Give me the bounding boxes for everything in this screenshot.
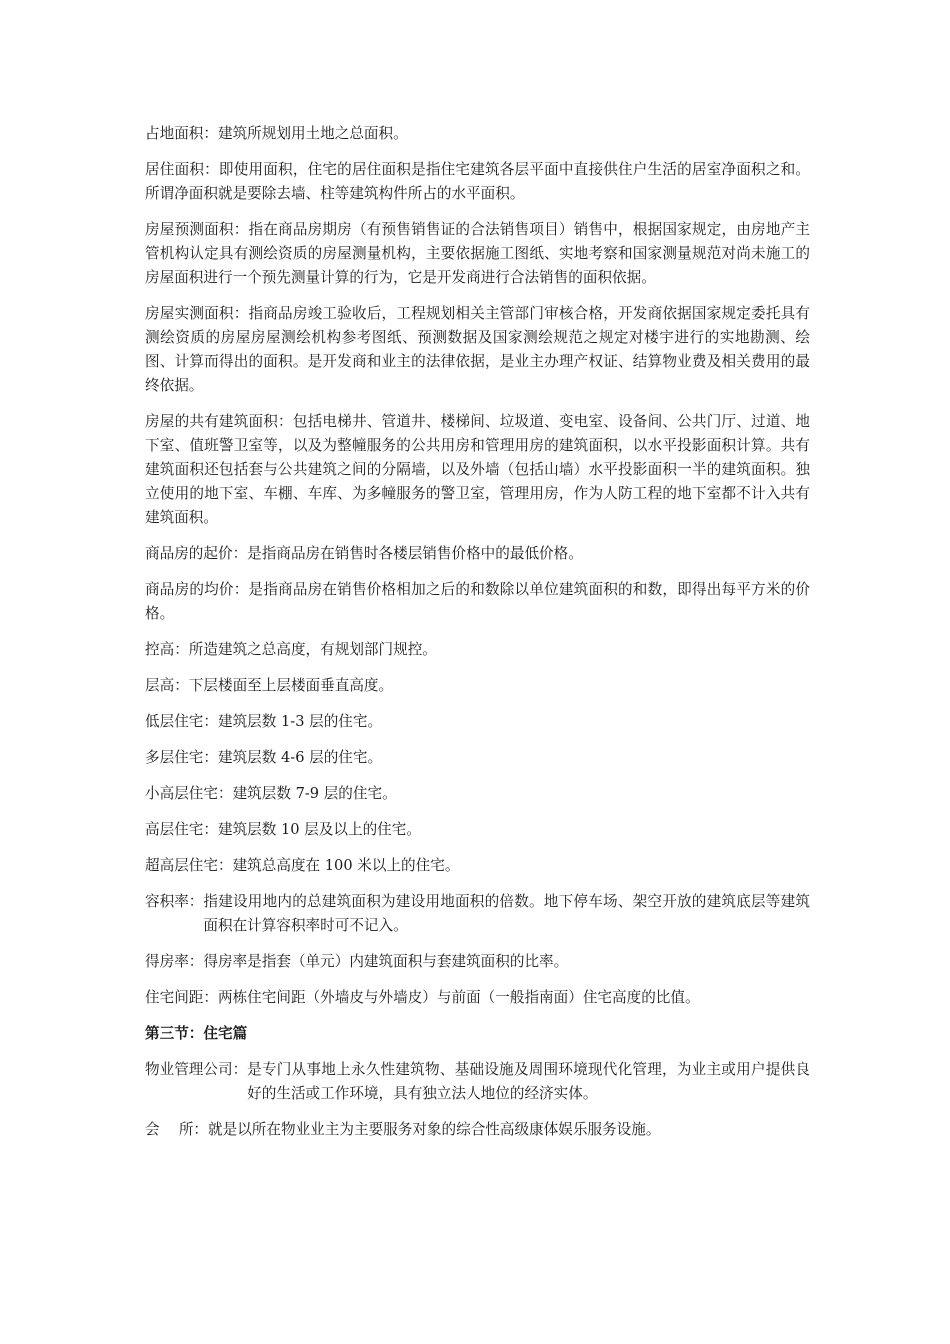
term-label: 容积率： [145, 893, 204, 910]
section-heading: 第三节：住宅篇 [145, 1025, 248, 1042]
paragraph-predicted-area: 房屋预测面积：指在商品房期房（有预售销售证的合法销售项目）销售中，根据国家规定，由房地产主管机构认定具有测绘资质的房屋测量机构，主要依据施工图纸、实地考察和国家测量规范对尚未施工的房屋面积进行一个预先测量计算的行为，它是开发商进行合法销售的面积依据。 [145, 221, 810, 286]
paragraph-starting-price: 商品房的起价：是指商品房在销售时各楼层销售价格中的最低价格。 [145, 545, 583, 562]
paragraph-floor-height: 层高：下层楼面至上层楼面垂直高度。 [145, 677, 394, 694]
term-label: 住宅间距： [145, 989, 218, 1006]
term-label: 会 所： [145, 1121, 209, 1138]
paragraph-zhandi-area: 占地面积：建筑所规划用土地之总面积。 [145, 125, 408, 142]
paragraph-shared-area: 房屋的共有建筑面积：包括电梯井、管道井、楼梯间、垃圾道、变电室、设备间、公共门厅、过道、地下室、值班警卫室等，以及为整幢服务的公共用房和管理用房的建筑面积，以水平投影面积计算。共有建筑面积还包括套与公共建筑之间的分隔墙，以及外墙（包括山墙）水平投影面积一半的建筑面积。独立使用的地下室、车棚、车库、为多幢服务的警卫室，管理用房，作为人防工程的地下室都不计入共有建筑面积。 [145, 413, 810, 526]
term-label: 物业管理公司： [145, 1061, 248, 1078]
hanging-item-clubhouse [145, 1118, 810, 1142]
paragraph-average-price: 商品房的均价：是指商品房在销售价格相加之后的和数除以单位建筑面积的和数，即得出每平方米的价格。 [145, 581, 810, 622]
paragraph-high-rise: 高层住宅：建筑层数 10 层及以上的住宅。 [145, 821, 421, 838]
paragraph-multi-storey: 多层住宅：建筑层数 4-6 层的住宅。 [145, 749, 383, 766]
hanging-item-usable-ratio [145, 950, 810, 974]
term-label: 得房率： [145, 953, 204, 970]
term-definition: 指建设用地内的总建筑面积为建设用地面积的倍数。地下停车场、架空开放的建筑底层等建筑面积在计算容积率时可不记入。 [203, 893, 810, 934]
hanging-item-building-spacing [145, 986, 810, 1010]
definitions-block [145, 122, 810, 1010]
section-three-block [145, 1058, 810, 1142]
paragraph-height-control: 控高：所造建筑之总高度，有规划部门规控。 [145, 641, 437, 658]
document-page [145, 122, 810, 1154]
paragraph-measured-area: 房屋实测面积：指商品房竣工验收后，工程规划相关主管部门审核合格，开发商依据国家规定委托具有测绘资质的房屋房屋测绘机构参考图纸、预测数据及国家测绘规范之规定对楼宇进行的实地勘测、绘图、计算而得出的面积。是开发商和业主的法律依据，是业主办理产权证、结算物业费及相关费用的最终依据。 [145, 305, 810, 394]
hanging-item-property-management [145, 1058, 810, 1106]
paragraph-super-high-rise: 超高层住宅：建筑总高度在 100 米以上的住宅。 [145, 857, 460, 874]
term-definition: 是专门从事地上永久性建筑物、基础设施及周围环境现代化管理，为业主或用户提供良好的生活或工作环境，具有独立法人地位的经济实体。 [247, 1061, 810, 1102]
paragraph-juzhu-area: 居住面积：即使用面积，住宅的居住面积是指住宅建筑各层平面中直接供住户生活的居室净面积之和。所谓净面积就是要除去墙、柱等建筑构件所占的水平面积。 [145, 161, 810, 202]
paragraph-mid-rise: 小高层住宅：建筑层数 7-9 层的住宅。 [145, 785, 397, 802]
term-definition: 得房率是指套（单元）内建筑面积与套建筑面积的比率。 [203, 953, 569, 970]
paragraph-low-rise: 低层住宅：建筑层数 1-3 层的住宅。 [145, 713, 383, 730]
term-definition: 两栋住宅间距（外墙皮与外墙皮）与前面（一般指南面）住宅高度的比值。 [217, 989, 700, 1006]
term-definition: 就是以所在物业业主为主要服务对象的综合性高级康体娱乐服务设施。 [208, 1121, 661, 1138]
hanging-item-plot-ratio [145, 890, 810, 938]
